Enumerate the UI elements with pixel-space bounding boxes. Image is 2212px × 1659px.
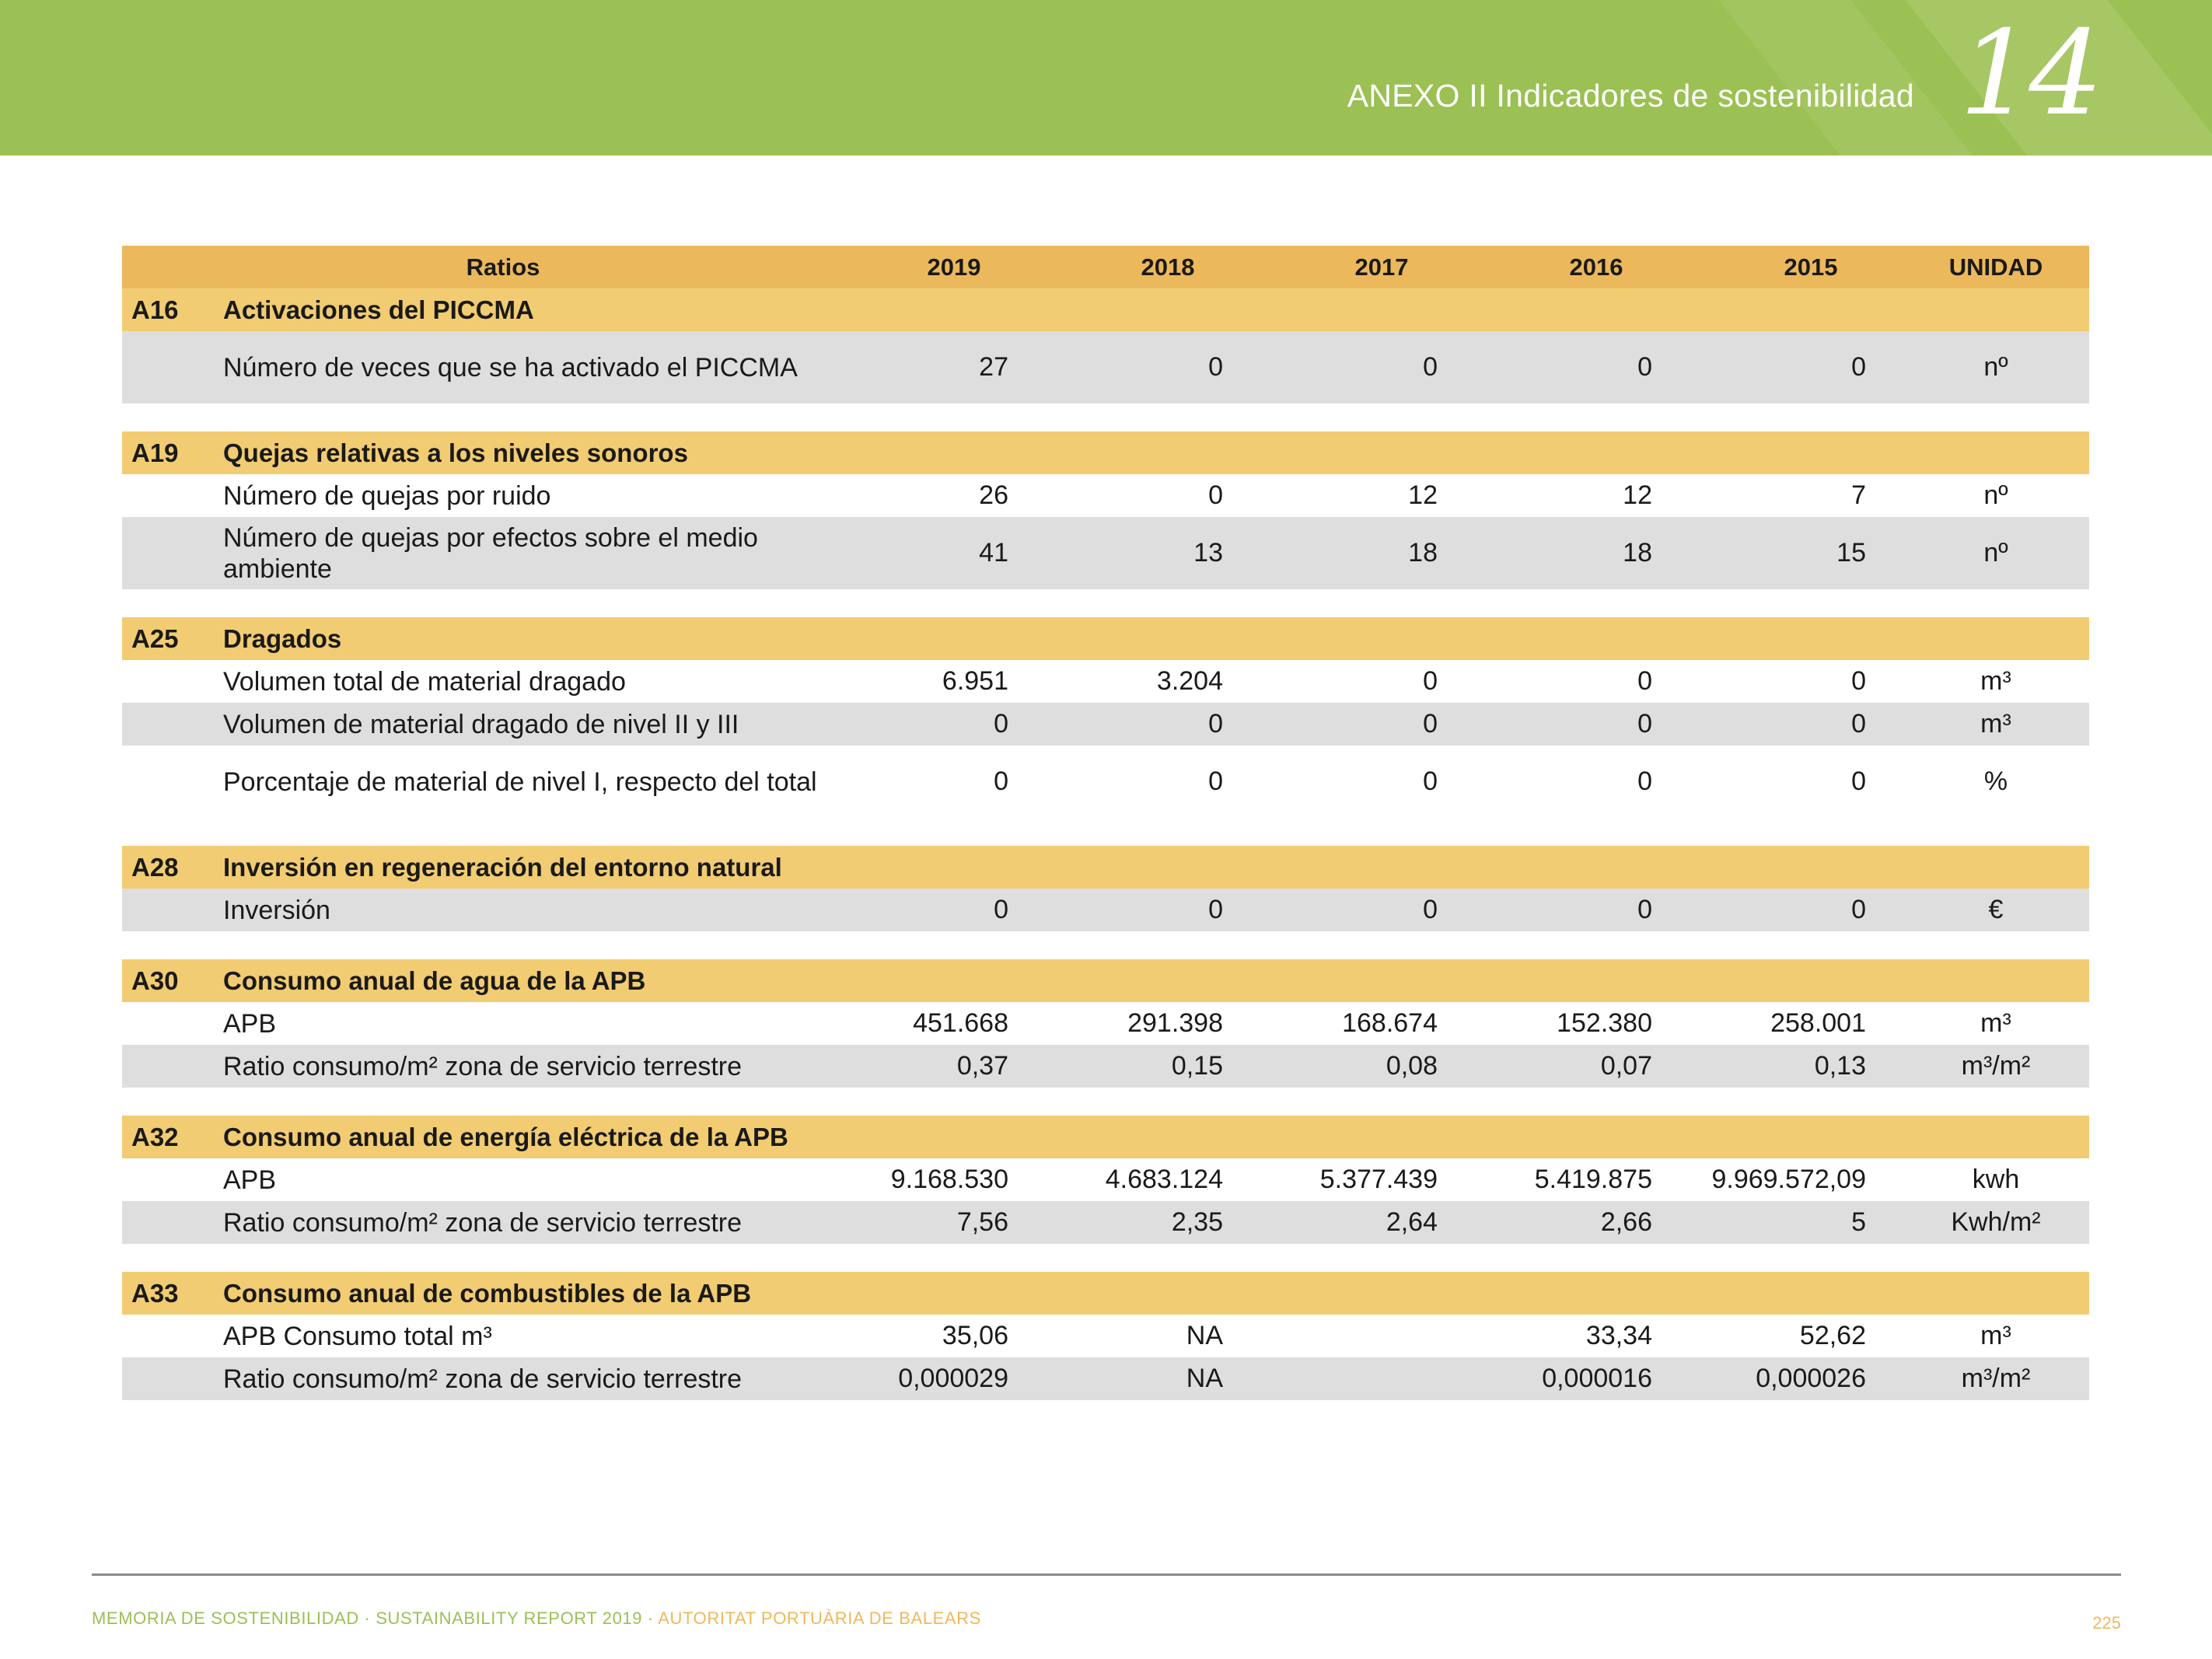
value-2018: 2,35 <box>1171 1207 1223 1237</box>
value-2016: 33,34 <box>1585 1321 1652 1350</box>
value-2019: 41 <box>979 538 1008 568</box>
row-label: Porcentaje de material de nivel I, respecto del total <box>223 767 817 797</box>
value-unit: € <box>1988 895 2004 924</box>
value-2016: 0 <box>1637 895 1652 924</box>
value-2015: 258.001 <box>1770 1008 1866 1038</box>
value-2015: 0 <box>1851 895 1866 924</box>
group-spacer <box>122 403 2089 431</box>
indicator-code: A30 <box>131 966 179 995</box>
value-2018: NA <box>1186 1321 1223 1350</box>
value-2019: 6.951 <box>942 666 1008 696</box>
value-2015: 5 <box>1851 1207 1866 1237</box>
table-row <box>122 474 2089 517</box>
indicator-title: Consumo anual de energía eléctrica de la APB <box>223 1122 788 1151</box>
table-row <box>122 1357 2089 1400</box>
indicator-code: A33 <box>131 1278 179 1308</box>
value-2016: 12 <box>1623 480 1652 510</box>
row-label: Volumen de material dragado de nivel II y III <box>223 709 739 739</box>
value-2019: 26 <box>979 480 1008 510</box>
value-2018: 0 <box>1208 352 1223 382</box>
group-spacer <box>122 818 2089 846</box>
indicator-code: A28 <box>131 852 179 882</box>
column-header-2015: 2015 <box>1784 253 1838 281</box>
value-2017 <box>1249 1315 1438 1357</box>
row-label: Ratio consumo/m² zona de servicio terrestre <box>223 1051 743 1081</box>
value-unit: kwh <box>1972 1165 2020 1194</box>
footer-organization: AUTORITAT PORTUÀRIA DE BALEARS <box>658 1608 981 1628</box>
value-2018: NA <box>1186 1364 1223 1393</box>
group-spacer <box>122 1088 2089 1116</box>
value-2018: 4.683.124 <box>1105 1165 1223 1194</box>
value-2016: 18 <box>1623 538 1652 568</box>
value-2017: 12 <box>1408 480 1438 510</box>
value-2015: 0 <box>1851 709 1866 739</box>
row-label: Ratio consumo/m² zona de servicio terrestre <box>223 1364 743 1394</box>
value-2019: 35,06 <box>942 1321 1008 1350</box>
value-2019: 0 <box>994 709 1008 739</box>
value-2019: 0,37 <box>956 1051 1008 1081</box>
value-2019: 0,000029 <box>898 1364 1008 1393</box>
row-label: APB <box>223 1165 277 1195</box>
value-unit: m³ <box>1980 1321 2011 1350</box>
row-label: Número de veces que se ha activado el PICCMA <box>223 352 798 382</box>
column-header-ratios: Ratios <box>466 253 540 281</box>
value-2018: 0 <box>1208 895 1223 924</box>
indicator-code: A19 <box>131 438 179 467</box>
table-row <box>122 660 2089 703</box>
value-unit: % <box>1983 767 2008 796</box>
value-2017 <box>1249 1357 1438 1400</box>
value-2018: 0 <box>1208 767 1223 796</box>
footer-report-name: MEMORIA DE SOSTENIBILIDAD · SUSTAINABILITY REPORT 2019 · <box>92 1608 654 1628</box>
value-2018: 3.204 <box>1156 666 1223 696</box>
value-2018: 13 <box>1193 538 1223 568</box>
table-row <box>122 517 2089 589</box>
value-2016: 0 <box>1637 709 1652 739</box>
value-2015: 9.969.572,09 <box>1711 1165 1866 1194</box>
row-label: Volumen total de material dragado <box>223 666 626 697</box>
row-label: APB Consumo total m³ <box>223 1321 492 1351</box>
value-2019: 27 <box>979 352 1008 382</box>
value-unit: m³/m² <box>1961 1051 2031 1081</box>
indicator-code: A16 <box>131 295 179 324</box>
column-header-unit: UNIDAD <box>1948 253 2043 281</box>
value-2018: 0 <box>1208 709 1223 739</box>
value-unit: Kwh/m² <box>1951 1207 2041 1237</box>
indicator-title: Quejas relativas a los niveles sonoros <box>223 438 688 467</box>
value-2019: 9.168.530 <box>890 1165 1008 1194</box>
value-2019: 0 <box>994 895 1008 924</box>
table-row <box>122 703 2089 746</box>
table-row <box>122 331 2089 403</box>
value-2015: 15 <box>1836 538 1866 568</box>
value-2017: 2,64 <box>1386 1207 1438 1237</box>
table-row <box>122 1201 2089 1244</box>
value-2016: 0,07 <box>1600 1051 1652 1081</box>
value-2016: 152.380 <box>1557 1008 1652 1038</box>
value-2016: 0,000016 <box>1542 1364 1652 1393</box>
chapter-number: 14 <box>1959 6 2098 141</box>
value-2017: 0 <box>1423 709 1438 739</box>
footer-divider <box>92 1573 2121 1576</box>
value-2015: 0 <box>1851 666 1866 696</box>
value-unit: m³ <box>1980 709 2011 739</box>
group-header-row <box>122 1272 2089 1315</box>
value-2016: 5.419.875 <box>1534 1165 1652 1194</box>
row-label: Número de quejas por ruido <box>223 480 551 511</box>
value-2019: 7,56 <box>956 1207 1008 1237</box>
value-2016: 0 <box>1637 767 1652 796</box>
value-unit: m³ <box>1980 1008 2011 1038</box>
value-unit: nº <box>1983 352 2008 382</box>
indicator-title: Consumo anual de combustibles de la APB <box>223 1278 752 1308</box>
header-band <box>0 0 2212 155</box>
indicator-code: A32 <box>131 1122 179 1151</box>
value-2018: 0,15 <box>1171 1051 1223 1081</box>
group-header-row <box>122 617 2089 660</box>
indicator-title: Consumo anual de agua de la APB <box>223 966 646 995</box>
group-header-row <box>122 1116 2089 1158</box>
group-spacer <box>122 931 2089 959</box>
value-2018: 0 <box>1208 480 1223 510</box>
value-2019: 0 <box>994 767 1008 796</box>
group-header-row <box>122 959 2089 1002</box>
value-2017: 0 <box>1423 767 1438 796</box>
indicator-code: A25 <box>131 623 179 653</box>
value-2015: 52,62 <box>1799 1321 1866 1350</box>
value-2015: 0 <box>1851 767 1866 796</box>
column-header-2017: 2017 <box>1354 253 1409 281</box>
value-2015: 0,000026 <box>1756 1364 1866 1393</box>
value-2017: 0 <box>1423 895 1438 924</box>
row-label: APB <box>223 1008 277 1039</box>
table-row <box>122 1002 2089 1045</box>
indicators-table <box>122 246 2089 1400</box>
value-2017: 0 <box>1423 666 1438 696</box>
table-row <box>122 1315 2089 1357</box>
value-2017: 168.674 <box>1342 1008 1438 1038</box>
value-unit: nº <box>1983 538 2008 568</box>
table-row <box>122 746 2089 818</box>
value-2015: 0,13 <box>1814 1051 1866 1081</box>
value-2017: 0 <box>1423 352 1438 382</box>
page-number: 225 <box>2092 1613 2121 1633</box>
value-2016: 2,66 <box>1600 1207 1652 1237</box>
indicator-title: Inversión en regeneración del entorno natural <box>223 852 782 882</box>
table-row <box>122 1158 2089 1201</box>
value-unit: nº <box>1983 480 2008 510</box>
value-unit: m³/m² <box>1961 1364 2031 1393</box>
group-spacer <box>122 1244 2089 1272</box>
column-header-2018: 2018 <box>1141 253 1195 281</box>
group-header-row <box>122 288 2089 331</box>
indicator-title: Activaciones del PICCMA <box>223 295 534 324</box>
section-title: ANEXO II Indicadores de sostenibilidad <box>1347 78 1914 114</box>
value-2015: 0 <box>1851 352 1866 382</box>
value-2015: 7 <box>1851 480 1866 510</box>
value-2016: 0 <box>1637 666 1652 696</box>
group-header-row <box>122 846 2089 889</box>
row-label: Número de quejas por efectos sobre el medio ambiente <box>223 522 758 584</box>
row-label: Inversión <box>223 895 330 925</box>
value-2017: 0,08 <box>1386 1051 1438 1081</box>
group-spacer <box>122 589 2089 617</box>
table-row <box>122 889 2089 931</box>
value-2018: 291.398 <box>1127 1008 1223 1038</box>
row-label: Ratio consumo/m² zona de servicio terrestre <box>223 1207 743 1238</box>
table-header-row <box>122 246 2089 288</box>
group-header-row <box>122 431 2089 474</box>
value-unit: m³ <box>1980 666 2011 696</box>
value-2017: 18 <box>1408 538 1438 568</box>
value-2016: 0 <box>1637 352 1652 382</box>
value-2019: 451.668 <box>913 1008 1008 1038</box>
value-2017: 5.377.439 <box>1319 1165 1438 1194</box>
column-header-2016: 2016 <box>1569 253 1623 281</box>
indicator-title: Dragados <box>223 623 342 653</box>
column-header-2019: 2019 <box>927 253 981 281</box>
footer-credits <box>92 1608 981 1629</box>
table-row <box>122 1045 2089 1088</box>
